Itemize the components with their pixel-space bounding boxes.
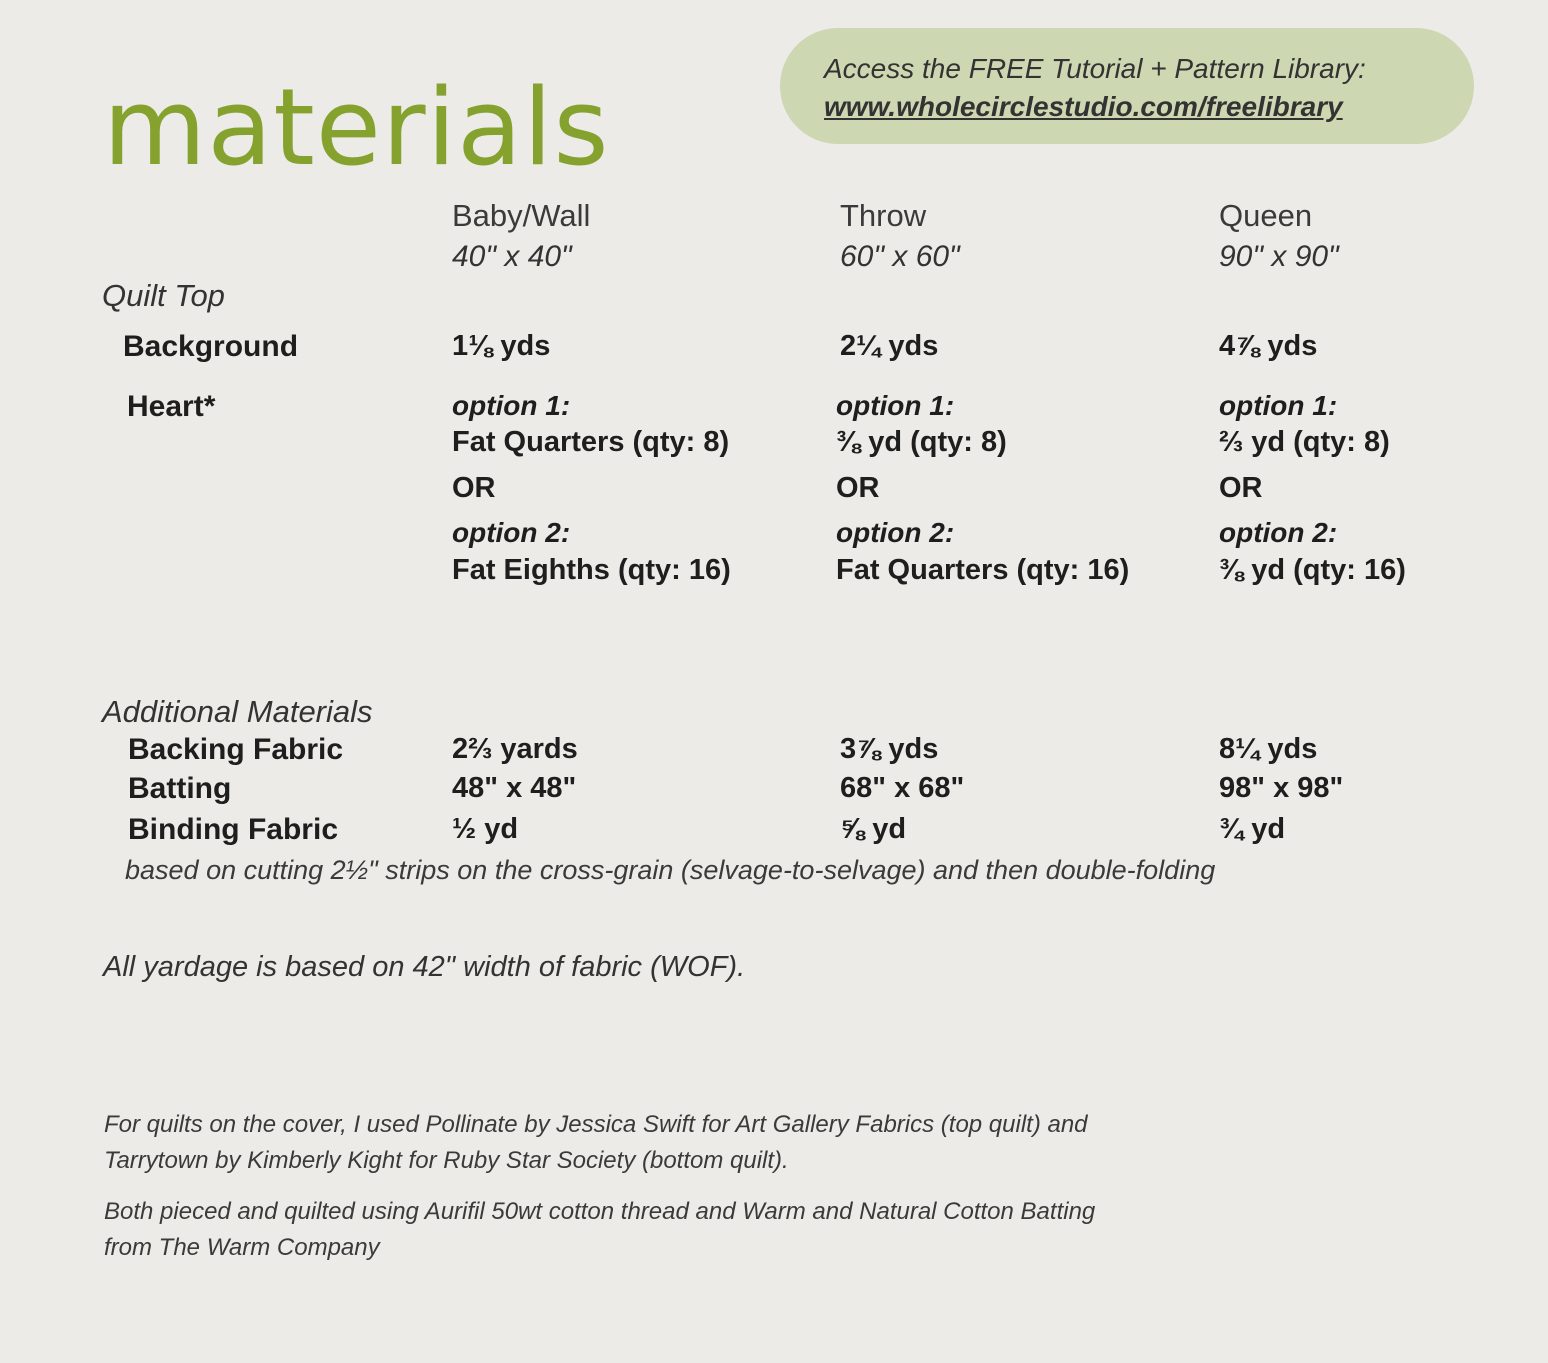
binding-note: based on cutting 2½" strips on the cross-grain (selvage-to-selvage) and then double-folding bbox=[125, 855, 1216, 885]
batting-label: Batting bbox=[128, 772, 232, 805]
backing-queen: 8¼ yds bbox=[1219, 733, 1318, 765]
heart-option2-queen: ⅜ yd (qty: 16) bbox=[1219, 554, 1406, 586]
binding-label: Binding Fabric bbox=[128, 813, 338, 846]
column-size-queen: 90" x 90" bbox=[1219, 240, 1339, 273]
heart-option2-baby: Fat Eighths (qty: 16) bbox=[452, 554, 731, 586]
library-link[interactable]: www.wholecirclestudio.com/freelibrary bbox=[824, 91, 1343, 122]
library-banner bbox=[780, 28, 1474, 144]
binding-throw: ⅝ yd bbox=[840, 813, 907, 845]
heart-option1-baby: Fat Quarters (qty: 8) bbox=[452, 426, 730, 458]
heart-option1-label-throw: option 1: bbox=[836, 390, 955, 421]
backing-throw: 3⅞ yds bbox=[840, 733, 939, 765]
heart-option1-throw: ⅜ yd (qty: 8) bbox=[836, 426, 1007, 458]
heart-option2-label-queen: option 2: bbox=[1219, 517, 1338, 548]
wof-note: All yardage is based on 42" width of fabric (WOF). bbox=[103, 951, 746, 983]
heart-label: Heart* bbox=[127, 390, 216, 423]
binding-baby: ½ yd bbox=[452, 813, 519, 845]
thread-note-line1: Both pieced and quilted using Aurifil 50wt cotton thread and Warm and Natural Cotton Batting bbox=[104, 1198, 1096, 1225]
thread-note-line2: from The Warm Company bbox=[104, 1234, 380, 1261]
heart-option2-throw: Fat Quarters (qty: 16) bbox=[836, 554, 1130, 586]
heart-option2-label-throw: option 2: bbox=[836, 517, 955, 548]
column-size-throw: 60" x 60" bbox=[840, 240, 960, 273]
cover-note-line1: For quilts on the cover, I used Pollinate by Jessica Swift for Art Gallery Fabrics (top quilt) and bbox=[104, 1111, 1088, 1138]
cover-note-line2: Tarrytown by Kimberly Kight for Ruby Star Society (bottom quilt). bbox=[104, 1147, 789, 1174]
column-header-throw: Throw bbox=[840, 198, 927, 233]
heart-or-queen: OR bbox=[1219, 472, 1263, 504]
heart-option1-queen: ⅔ yd (qty: 8) bbox=[1219, 426, 1390, 458]
background-throw: 2¼ yds bbox=[840, 330, 939, 362]
batting-throw: 68" x 68" bbox=[840, 772, 965, 804]
column-header-queen: Queen bbox=[1219, 198, 1313, 233]
backing-label: Backing Fabric bbox=[128, 733, 344, 766]
banner-text: Access the FREE Tutorial + Pattern Library: bbox=[824, 53, 1366, 84]
column-header-baby: Baby/Wall bbox=[452, 198, 591, 233]
heart-or-baby: OR bbox=[452, 472, 496, 504]
heart-option2-label-baby: option 2: bbox=[452, 517, 571, 548]
background-baby: 1⅛ yds bbox=[452, 330, 551, 362]
backing-baby: 2⅔ yards bbox=[452, 733, 578, 765]
heart-option1-label-baby: option 1: bbox=[452, 390, 571, 421]
heart-option1-label-queen: option 1: bbox=[1219, 390, 1338, 421]
batting-baby: 48" x 48" bbox=[452, 772, 577, 804]
page-title: materials bbox=[103, 66, 610, 189]
column-size-baby: 40" x 40" bbox=[452, 240, 572, 273]
heart-or-throw: OR bbox=[836, 472, 880, 504]
batting-queen: 98" x 98" bbox=[1219, 772, 1344, 804]
background-queen: 4⅞ yds bbox=[1219, 330, 1318, 362]
quilt-top-heading: Quilt Top bbox=[102, 278, 225, 313]
binding-queen: ¾ yd bbox=[1219, 813, 1286, 845]
background-label: Background bbox=[123, 330, 299, 363]
additional-heading: Additional Materials bbox=[102, 694, 373, 729]
